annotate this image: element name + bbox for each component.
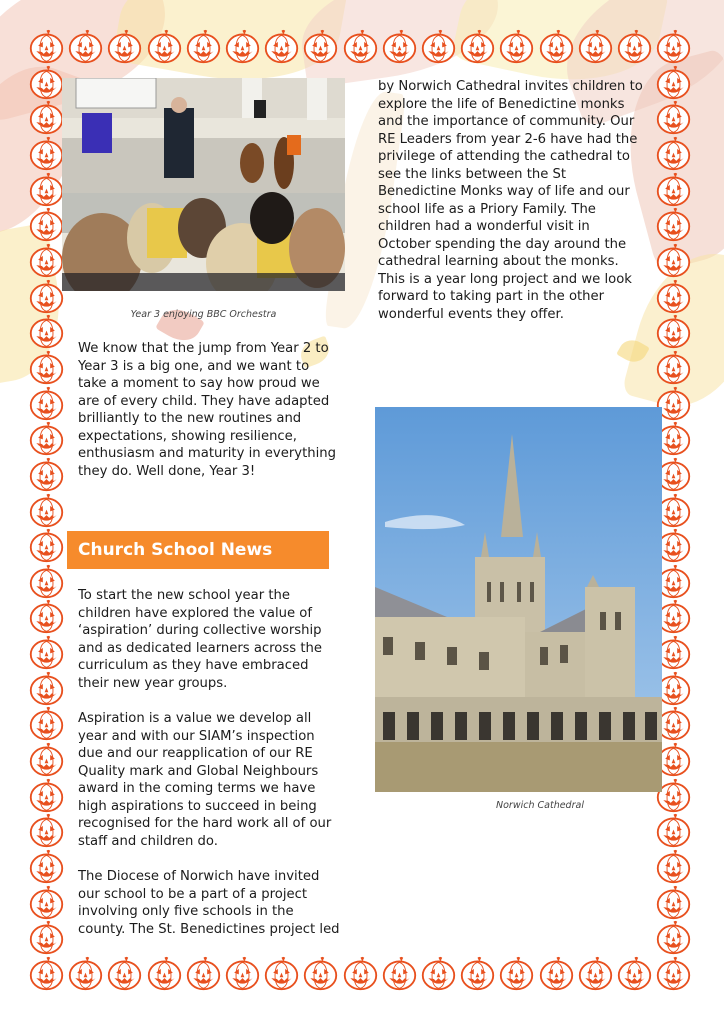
jack-o-lantern-icon: [655, 349, 692, 386]
orchestra-image: [62, 78, 345, 291]
orchestra-caption: Year 3 enjoying BBC Orchestra: [130, 309, 277, 320]
jack-o-lantern-icon: [28, 349, 65, 386]
jack-o-lantern-icon: [28, 955, 65, 992]
heading-text: Church School News: [78, 540, 273, 560]
church-news-paragraph-3: The Diocese of Norwich have invited our school to be a part of a project involving only five schools in the county. The St. Benedictines project led: [78, 869, 340, 937]
jack-o-lantern-icon: [302, 955, 339, 992]
jack-o-lantern-icon: [106, 955, 143, 992]
jack-o-lantern-icon: [420, 28, 457, 65]
jack-o-lantern-icon: [28, 99, 65, 136]
jack-o-lantern-icon: [106, 28, 143, 65]
jack-o-lantern-icon: [28, 135, 65, 172]
jack-o-lantern-icon: [28, 634, 65, 671]
jack-o-lantern-icon: [655, 848, 692, 885]
jack-o-lantern-icon: [28, 385, 65, 422]
jack-o-lantern-icon: [655, 206, 692, 243]
jack-o-lantern-icon: [185, 28, 222, 65]
jack-o-lantern-icon: [420, 955, 457, 992]
jack-o-lantern-icon: [224, 955, 261, 992]
jack-o-lantern-icon: [655, 884, 692, 921]
jack-o-lantern-icon: [28, 206, 65, 243]
jack-o-lantern-icon: [28, 741, 65, 778]
jack-o-lantern-icon: [224, 28, 261, 65]
jack-o-lantern-icon: [498, 955, 535, 992]
jack-o-lantern-icon: [655, 242, 692, 279]
jack-o-lantern-icon: [28, 278, 65, 315]
jack-o-lantern-icon: [655, 171, 692, 208]
jack-o-lantern-icon: [146, 28, 183, 65]
jack-o-lantern-icon: [28, 64, 65, 101]
jack-o-lantern-icon: [655, 278, 692, 315]
jack-o-lantern-icon: [538, 955, 575, 992]
cathedral-photo: [375, 407, 662, 792]
jack-o-lantern-icon: [28, 313, 65, 350]
jack-o-lantern-icon: [28, 777, 65, 814]
jack-o-lantern-icon: [263, 955, 300, 992]
cathedral-caption: Norwich Cathedral: [496, 800, 584, 811]
jack-o-lantern-icon: [342, 955, 379, 992]
jack-o-lantern-icon: [459, 955, 496, 992]
jack-o-lantern-icon: [655, 28, 692, 65]
jack-o-lantern-icon: [655, 919, 692, 956]
church-school-news-heading: [67, 531, 329, 569]
cathedral-image: [375, 407, 662, 792]
jack-o-lantern-icon: [28, 848, 65, 885]
jack-o-lantern-icon: [28, 884, 65, 921]
jack-o-lantern-icon: [498, 28, 535, 65]
jack-o-lantern-icon: [655, 135, 692, 172]
church-news-paragraph-1: To start the new school year the children have explored the value of ‘aspiration’ during collective worship and as dedicated learners across the curriculum as they have embraced their new year groups.: [78, 588, 322, 691]
jack-o-lantern-icon: [616, 955, 653, 992]
jack-o-lantern-icon: [263, 28, 300, 65]
jack-o-lantern-icon: [655, 812, 692, 849]
jack-o-lantern-icon: [342, 28, 379, 65]
jack-o-lantern-icon: [28, 492, 65, 529]
church-news-paragraph-2: Aspiration is a value we develop all year and with our SIAM’s inspection due and our reapplication of our RE Quality mark and Global Neighbours award in the coming terms we have high aspirations to succeed in being recognised for the hard work all of our staff and children do.: [78, 711, 332, 849]
jack-o-lantern-icon: [381, 28, 418, 65]
jack-o-lantern-icon: [655, 64, 692, 101]
jack-o-lantern-icon: [28, 527, 65, 564]
jack-o-lantern-icon: [28, 563, 65, 600]
jack-o-lantern-icon: [146, 955, 183, 992]
jack-o-lantern-icon: [28, 705, 65, 742]
jack-o-lantern-icon: [616, 28, 653, 65]
year3-paragraph: We know that the jump from Year 2 to Year 3 is a big one, and we want to take a moment to say how proud we are of every child. They have adapted brilliantly to the new routines and expectations, showing resilience, enthusiasm and maturity in everything they do. Well done, Year 3!: [78, 341, 336, 479]
church-news-continued: by Norwich Cathedral invites children to explore the life of Benedictine monks and the importance of community. Our RE Leaders from year 2-6 have had the privilege of attending the cathedral to see the links between the St Benedictine Monks way of life and our school life as a Priory Family. The children had a wonderful visit in October spending the day around the cathedral learning about the monks. This is a year long project and we look forward to taking part in the other wonderful events they offer.: [378, 79, 643, 322]
jack-o-lantern-icon: [302, 28, 339, 65]
jack-o-lantern-icon: [655, 955, 692, 992]
jack-o-lantern-icon: [538, 28, 575, 65]
jack-o-lantern-icon: [381, 955, 418, 992]
jack-o-lantern-icon: [577, 955, 614, 992]
jack-o-lantern-icon: [28, 28, 65, 65]
jack-o-lantern-icon: [28, 420, 65, 457]
jack-o-lantern-icon: [67, 28, 104, 65]
jack-o-lantern-icon: [28, 670, 65, 707]
jack-o-lantern-icon: [28, 171, 65, 208]
jack-o-lantern-icon: [459, 28, 496, 65]
jack-o-lantern-icon: [577, 28, 614, 65]
orchestra-photo: [62, 78, 345, 291]
jack-o-lantern-icon: [185, 955, 222, 992]
jack-o-lantern-icon: [67, 955, 104, 992]
jack-o-lantern-icon: [28, 242, 65, 279]
jack-o-lantern-icon: [655, 313, 692, 350]
jack-o-lantern-icon: [28, 919, 65, 956]
jack-o-lantern-icon: [28, 598, 65, 635]
jack-o-lantern-icon: [28, 456, 65, 493]
jack-o-lantern-icon: [28, 812, 65, 849]
jack-o-lantern-icon: [655, 99, 692, 136]
